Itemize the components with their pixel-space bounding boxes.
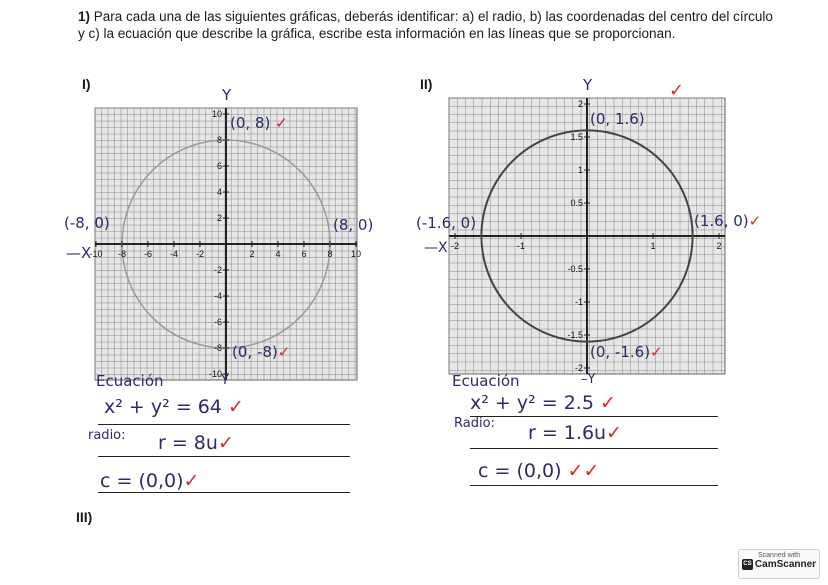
g1-y-axis-label: Y [222, 86, 232, 104]
y-tick-label: -1 [574, 297, 583, 307]
y-tick-label: -6 [213, 317, 222, 327]
x-tick-label: -4 [169, 249, 179, 259]
g2-answer-line [470, 448, 718, 449]
g2-x-axis-label: —X [424, 240, 448, 256]
g1-ecuacion-label: Ecuación [96, 372, 164, 390]
y-tick-label: -0.5 [567, 264, 583, 274]
graph-ii [449, 98, 725, 374]
y-tick-label: 10 [211, 109, 222, 119]
section-label-ii: II) [420, 76, 433, 92]
x-tick-label: 2 [716, 241, 722, 251]
y-tick-label: 1 [577, 165, 583, 175]
g1-radio-answer: r = 8u✓ [158, 432, 234, 454]
g2-top-point: (0, 1.6) [590, 110, 645, 128]
x-tick-label: 10 [350, 249, 362, 259]
double-check-mark: ✓✓ [567, 460, 600, 482]
g1-answer-line [98, 492, 350, 493]
g2-y-axis-label: Y [583, 76, 593, 94]
check-mark: ✓ [227, 396, 244, 418]
camscanner-name: CamScanner [754, 559, 817, 570]
y-tick-label: -8 [213, 343, 222, 353]
y-tick-label: 2 [216, 213, 222, 223]
g1-radio-label: radio: [88, 428, 126, 443]
camscanner-logo-row [739, 559, 819, 570]
g2-ecuacion-label: Ecuación [452, 372, 520, 390]
g1-answer-line [98, 424, 350, 425]
instructions [78, 8, 778, 42]
x-tick-label: 4 [275, 249, 281, 259]
g1-right-point: (8, 0) [333, 216, 374, 234]
instructions-text: Para cada una de las siguientes gráficas, deberás identificar: a) el radio, b) las coordenadas del centro del círculo y c) la ecuación que describe la gráfica, escribe esta información en las líneas que se proporcionan. [78, 9, 773, 41]
check-mark: ✓ [650, 343, 663, 361]
g2-right-point: (1.6, 0)✓ [694, 212, 762, 230]
x-tick-label: -1 [516, 241, 526, 251]
y-tick-label: -2 [574, 363, 583, 373]
y-tick-label: -4 [213, 291, 222, 301]
check-mark: ✓ [217, 432, 234, 454]
g2-bottom-point: (0, -1.6)✓ [590, 343, 663, 361]
y-tick-label: 2 [577, 99, 583, 109]
g2-top-check [669, 80, 684, 101]
x-tick-label: -2 [195, 249, 205, 259]
g2-centro-answer: c = (0,0) ✓✓ [478, 460, 600, 482]
y-tick-label: 1.5 [570, 132, 583, 142]
check-mark: ✓ [275, 114, 288, 132]
g2-ecuacion-answer: x² + y² = 2.5 ✓ [470, 392, 616, 414]
section-label-iii: III) [76, 509, 93, 525]
x-tick-label: -8 [117, 249, 127, 259]
x-tick-label: 8 [327, 249, 333, 259]
camscanner-logo-icon: CS [742, 559, 753, 570]
x-tick-label: 2 [249, 249, 255, 259]
g1-answer-line [98, 456, 350, 457]
camscanner-badge [738, 549, 820, 579]
g1-bottom-point: (0, -8)✓ [232, 343, 291, 361]
g2-answer-line [470, 416, 718, 417]
x-tick-label: -10 [89, 249, 103, 259]
question-number: 1) [78, 9, 91, 24]
g2-radio-label: Radio: [454, 416, 495, 431]
y-tick-label: -10 [208, 369, 222, 379]
check-mark: ✓ [606, 422, 622, 444]
y-tick-label: -2 [213, 265, 222, 275]
x-tick-label: -6 [143, 249, 153, 259]
g1-top-point: (0, 8) ✓ [230, 114, 288, 132]
g2-left-point: (-1.6, 0) [416, 214, 477, 232]
check-mark: ✓ [277, 343, 291, 361]
section-label-i: I) [82, 76, 91, 92]
check-mark: ✓ [669, 80, 685, 101]
y-tick-label: 8 [216, 135, 222, 145]
y-tick-label: 4 [216, 187, 222, 197]
check-mark: ✓ [599, 392, 616, 414]
g2-radio-answer: r = 1.6u✓ [528, 422, 622, 444]
g1-bottom-axis-label: Y [221, 373, 229, 388]
g1-ecuacion-answer: x² + y² = 64 ✓ [104, 396, 244, 418]
check-mark: ✓ [183, 470, 200, 492]
x-tick-label: -2 [450, 241, 460, 251]
graph-i [89, 108, 362, 380]
g2-answer-line [470, 485, 718, 486]
g1-x-axis-label: —X [66, 244, 92, 262]
x-tick-label: 6 [301, 249, 307, 259]
y-tick-label: 6 [216, 161, 222, 171]
y-tick-label: 0.5 [570, 198, 583, 208]
g1-centro-answer: c = (0,0)✓ [100, 470, 200, 492]
scanned-with-text: Scanned with [757, 552, 801, 559]
g1-left-point: (-8, 0) [64, 214, 110, 232]
g2-bottom-axis-label: –Y [581, 372, 596, 387]
y-tick-label: -1.5 [567, 330, 583, 340]
check-mark: ✓ [748, 212, 762, 230]
x-tick-label: 1 [650, 241, 656, 251]
